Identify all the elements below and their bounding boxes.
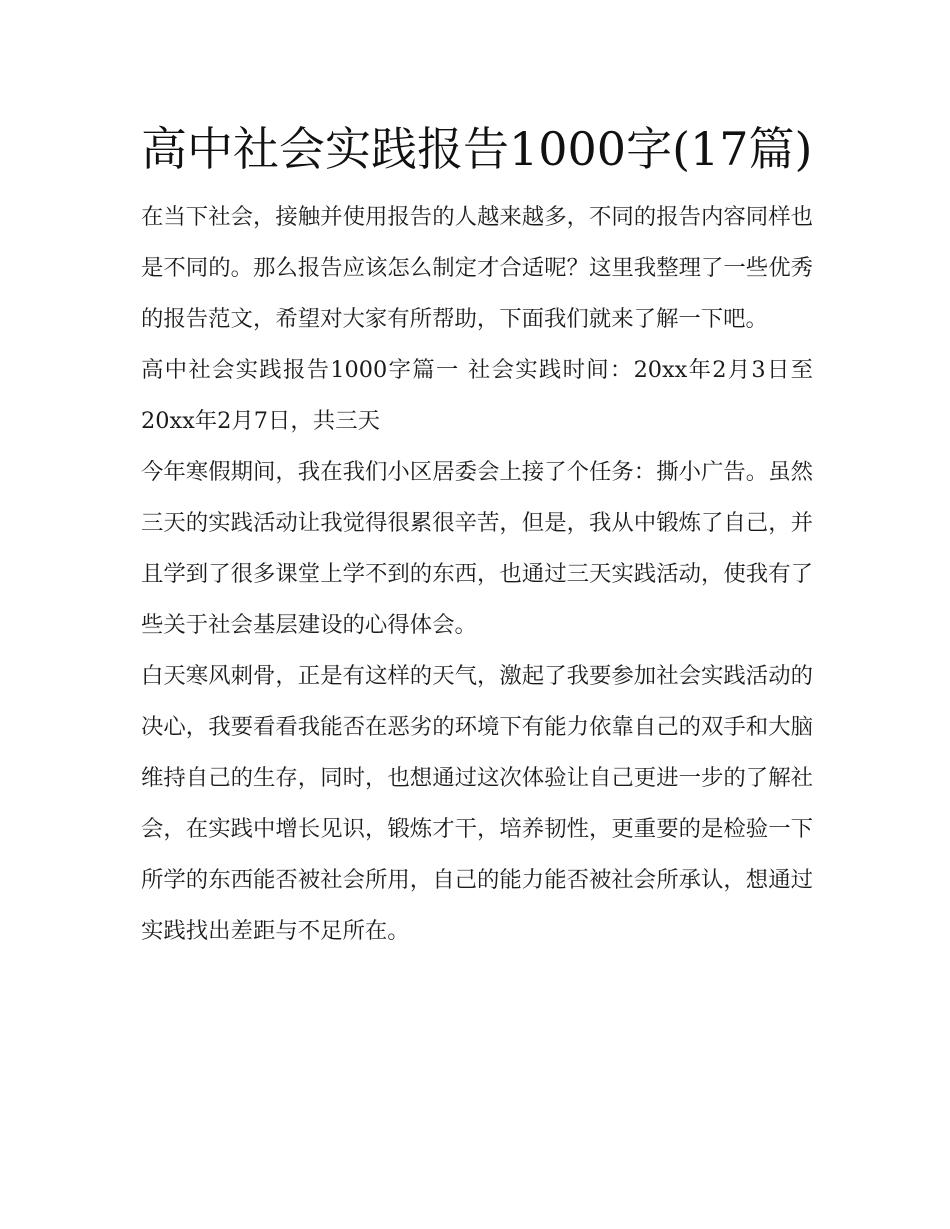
paragraph-intro: 在当下社会，接触并使用报告的人越来越多，不同的报告内容同样也是不同的。那么报告应该怎么制定才合适呢？这里我整理了一些优秀的报告范文，希望对大家有所帮助，下面我们就来了解一下吧。	[141, 204, 813, 332]
document-title: 高中社会实践报告1000字(17篇)	[141, 122, 813, 176]
document-page	[141, 112, 813, 957]
paragraph-winter-task: 今年寒假期间，我在我们小区居委会上接了个任务：撕小广告。虽然三天的实践活动让我觉得很累很辛苦，但是，我从中锻炼了自己，并且学到了很多课堂上学不到的东西，也通过三天实践活动，使我有了些关于社会基层建设的心得体会。	[141, 459, 813, 638]
paragraph-motivation: 白天寒风刺骨，正是有这样的天气，激起了我要参加社会实践活动的决心，我要看看我能否在恶劣的环境下有能力依靠自己的双手和大脑维持自己的生存，同时，也想通过这次体验让自己更进一步的了解社会，在实践中增长见识，锻炼才干，培养韧性，更重要的是检验一下所学的东西能否被社会所用，自己的能力能否被社会所承认，想通过实践找出差距与不足所在。	[141, 663, 813, 944]
paragraph-section-one-heading: 高中社会实践报告1000字篇一 社会实践时间：20xx年2月3日至20xx年2月7日，共三天	[141, 357, 813, 434]
